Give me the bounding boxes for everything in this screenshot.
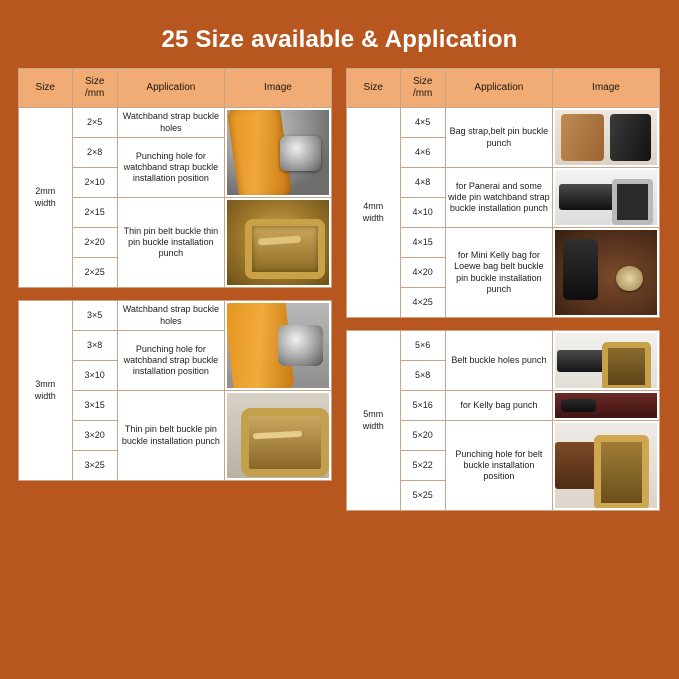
size-mm-cell: 4×15 [400,228,445,258]
header-size-mm: Size /mm [400,69,445,108]
header-size: Size [19,69,73,108]
size-mm-cell: 4×20 [400,258,445,288]
image-cell [224,198,331,288]
image-cell [552,391,659,421]
size-mm-cell: 3×5 [72,301,117,331]
size-width-label: 5mm width [347,331,401,511]
image-cell [224,301,331,391]
header-image: Image [552,69,659,108]
size-mm-cell: 2×15 [72,198,117,228]
maroon-kelly-bag-photo [555,393,657,418]
table-2mm [18,68,332,288]
size-width-label: 3mm width [19,301,73,481]
table-row [347,331,660,361]
table-row [19,108,332,138]
image-cell [552,331,659,391]
size-mm-cell: 4×25 [400,288,445,318]
gold-pin-buckle-photo [227,200,329,285]
application-cell: Thin pin belt buckle thin pin buckle installation punch [117,198,224,288]
right-column [346,68,660,511]
size-mm-cell: 4×8 [400,168,445,198]
header-application: Application [117,69,224,108]
size-width-label: 4mm width [347,108,401,318]
size-mm-cell: 3×25 [72,451,117,481]
size-mm-cell: 2×25 [72,258,117,288]
brown-belt-gold-buckle-photo [555,423,657,508]
header-application: Application [445,69,552,108]
table-row [347,108,660,138]
black-belt-gold-buckle-photo [555,333,657,388]
size-mm-cell: 4×5 [400,108,445,138]
table-header-row [347,69,660,108]
application-cell: Thin pin belt buckle pin buckle installation punch [117,391,224,481]
tables-container [18,68,661,511]
size-mm-cell: 3×8 [72,331,117,361]
table-5mm [346,330,660,511]
header-size: Size [347,69,401,108]
size-mm-cell: 2×8 [72,138,117,168]
application-cell: for Mini Kelly bag for Loewe bag belt buckle pin buckle installation punch [445,228,552,318]
size-mm-cell: 3×10 [72,361,117,391]
watchband-orange-strap-photo [227,110,329,195]
size-mm-cell: 3×20 [72,421,117,451]
size-mm-cell: 2×5 [72,108,117,138]
application-cell: Watchband strap buckle holes [117,301,224,331]
header-size-mm: Size /mm [72,69,117,108]
application-cell: for Kelly bag punch [445,391,552,421]
application-cell: Punching hole for watchband strap buckle installation position [117,331,224,391]
watchband-orange-strap-photo [227,303,329,388]
size-mm-cell: 5×8 [400,361,445,391]
application-cell: Punching hole for watchband strap buckle installation position [117,138,224,198]
size-width-label: 2mm width [19,108,73,288]
brown-leather-bag-photo [555,230,657,315]
header-image: Image [224,69,331,108]
black-strap-buckle-photo [555,170,657,225]
size-mm-cell: 5×6 [400,331,445,361]
size-mm-cell: 5×25 [400,481,445,511]
table-4mm [346,68,660,318]
image-cell [224,391,331,481]
size-mm-cell: 2×20 [72,228,117,258]
tan-and-black-strap-photo [555,110,657,165]
image-cell [552,228,659,318]
left-column [18,68,332,511]
table-row [19,301,332,331]
application-cell: Bag strap,belt pin buckle punch [445,108,552,168]
table-3mm [18,300,332,481]
size-mm-cell: 5×22 [400,451,445,481]
image-cell [552,108,659,168]
size-mm-cell: 2×10 [72,168,117,198]
page-title: 25 Size available & Application [161,26,518,53]
size-mm-cell: 4×6 [400,138,445,168]
application-cell: Belt buckle holes punch [445,331,552,391]
image-cell [552,168,659,228]
application-cell: Punching hole for belt buckle installation position [445,421,552,511]
image-cell [224,108,331,198]
image-cell [552,421,659,511]
application-cell: Watchband strap buckle holes [117,108,224,138]
table-header-row [19,69,332,108]
application-cell: for Panerai and some wide pin watchband strap buckle installation punch [445,168,552,228]
gold-pin-buckle-photo [227,393,329,478]
size-mm-cell: 3×15 [72,391,117,421]
size-mm-cell: 5×16 [400,391,445,421]
size-mm-cell: 4×10 [400,198,445,228]
size-mm-cell: 5×20 [400,421,445,451]
